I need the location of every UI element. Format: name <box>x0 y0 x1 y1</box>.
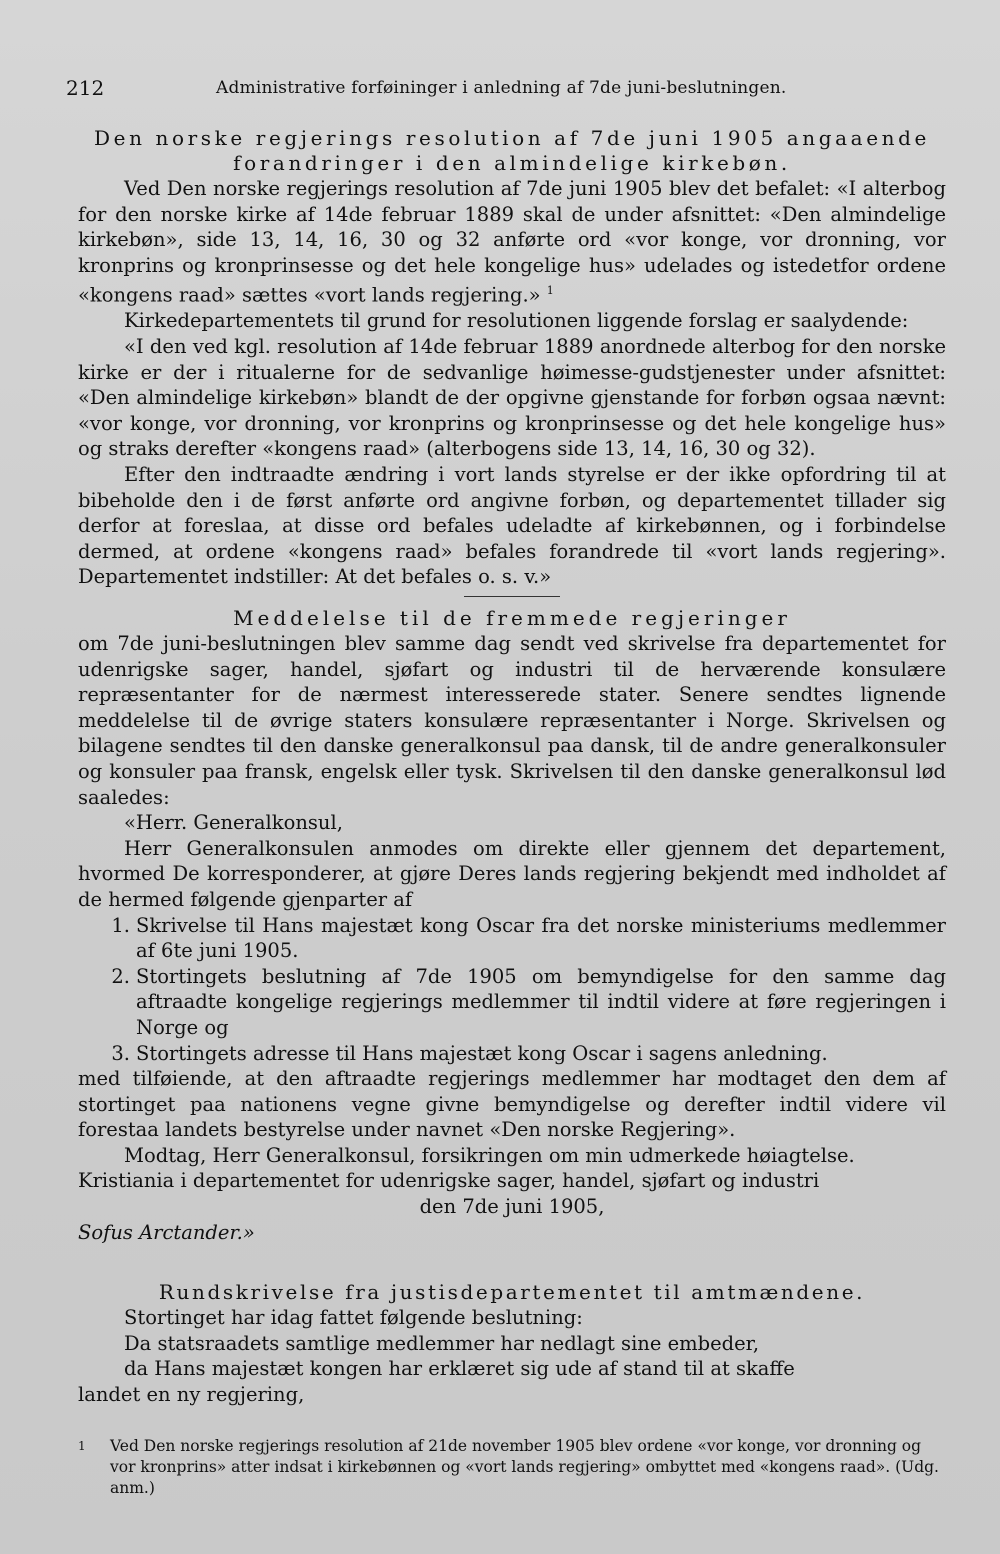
list-item <box>78 1041 946 1067</box>
section3-paragraph-4: landet en ny regjering, <box>78 1383 305 1407</box>
letter-closing: Modtag, Herr Generalkonsul, forsikringen om min udmerkede høiagtelse. <box>124 1143 855 1167</box>
letter-salutation: «Herr. Generalkonsul, <box>124 811 343 835</box>
list-item-text: Stortingets beslutning af 7de 1905 om bemyndigelse for den samme dag aftraadte kongelige regjerings medlemmer til indtil videre at føre regjeringen i Norge og <box>136 964 946 1039</box>
section3-title: Rundskrivelse fra justisdepartementet til amtmændene. <box>158 1280 866 1305</box>
section1-paragraph-4: Efter den indtraadte ændring i vort lands styrelse er der ikke opfordring til at bibeholde den i de først anførte ord angivne forbøn, og departementet tillader sig derfor at foreslaa, at disse ord befales udeladte af kirkebønnen, og i forbindelse dermed, at ordene «kongens raad» befales forandrede til «vort lands regjering». Departementet indstiller: At det befales o. s. v.» <box>78 463 946 589</box>
section1-title-line2: forandringer i den almindelige kirkebøn. <box>233 151 791 175</box>
list-item-text: Stortingets adresse til Hans majestæt kong Oscar i sagens anledning. <box>136 1041 828 1065</box>
section2-paragraph-1: om 7de juni-beslutningen blev samme dag sendt ved skrivelse fra departementet for udenrigske sager, handel, sjøfart og industri til de herværende konsulære repræsentanter for de nærmest interesserede stater. Senere sendtes lignende meddelelse til de øvrige staters konsulære repræsentanter i Norge. Skrivelsen og bilagene sendtes til den danske generalkonsul paa dansk, til de andre generalkonsuler og konsuler paa fransk, engelsk eller tysk. Skrivelsen til den danske generalkonsul lød saaledes: <box>78 632 946 809</box>
main-text <box>78 126 946 1408</box>
footnote-text: Ved Den norske regjerings resolution af 21de november 1905 blev ordene «vor konge, vor dronning og vor kronprins» atter indsat i kirkebønnen og «vort lands regjering» ombyttet med «kongens raad». (Udg. anm.) <box>110 1437 939 1497</box>
letter-paragraph-2: med tilføiende, at den aftraadte regjerings medlemmer har modtaget den dem af stortinget paa nationens vegne givne bemyndigelse og derefter indtil videre vil forestaa landets bestyrelse under navnet «Den norske Regjering». <box>78 1067 946 1142</box>
letter-date: den 7de juni 1905, <box>419 1195 605 1219</box>
section1-paragraph-3: «I den ved kgl. resolution af 14de februar 1889 anordnede alterbog for den norske kirke er der i ritualerne for de sedvanlige høimesse-gudstjenester under afsnittet: «Den almindelige kirkebøn» blandt de der opgivne gjenstande for forbøn ogsaa nævnt: «vor konge, vor dronning, vor kronprins og kronprinsesse og det hele kongelige hus» og straks derefter «kongens raad» (alterbogens side 13, 14, 16, 30 og 32). <box>78 335 946 461</box>
section3-paragraph-2: Da statsraadets samtlige medlemmer har nedlagt sine embeder, <box>124 1331 760 1355</box>
list-item-number: 1. <box>111 913 130 937</box>
section3-paragraph-1: Stortinget har idag fattet følgende beslutning: <box>124 1306 583 1330</box>
list-item-text: Skrivelse til Hans majestæt kong Oscar fra det norske ministeriums medlemmer af 6te juni 1905. <box>136 913 946 963</box>
page-number: 212 <box>66 76 105 100</box>
footnote-mark: 1 <box>78 1439 86 1453</box>
list-item-number: 2. <box>111 964 130 988</box>
letter-place: Kristiania i departementet for udenrigske sager, handel, sjøfart og industri <box>78 1169 820 1193</box>
section3-paragraph-3: da Hans majestæt kongen har erklæret sig ude af stand til at skaffe <box>124 1357 795 1381</box>
section1-title-line1: Den norske regjerings resolution af 7de juni 1905 angaaende <box>94 126 930 150</box>
running-title: Administrative forføininger i anledning af 7de juni-beslutningen. <box>216 78 787 98</box>
letter-signature: Sofus Arctander.» <box>78 1220 255 1244</box>
section1-paragraph-1: Ved Den norske regjerings resolution af 7de juni 1905 blev det befalet: «I alterbog for den norske kirke af 14de februar 1889 skal de under afsnittet: «Den almindelige kirkebøn», side 13, 14, 16, 30 og 32 anførte ord «vor konge, vor dronning, vor kronprins og kronprinsesse og det hele kongelige hus» udelades og istedetfor ordene «kongens raad» sættes «vort lands regjering.» $^1$ <box>78 177 946 307</box>
list-item <box>78 964 946 1041</box>
list-item <box>78 913 946 964</box>
section2-title: Meddelelse til de fremmede regjeringer <box>233 606 791 630</box>
section1-paragraph-2: Kirkedepartementets til grund for resolutionen liggende forslag er saalydende: <box>124 309 909 333</box>
letter-paragraph-1: Herr Generalkonsulen anmodes om direkte eller gjennem det departement, hvormed De korresponderer, at gjøre Deres lands regjering bekjendt med indholdet af de hermed følgende gjenparter af <box>78 836 946 911</box>
footnote-reference: 1 <box>546 284 554 298</box>
footnote <box>78 1436 946 1499</box>
list-item-number: 3. <box>111 1041 130 1065</box>
section-divider <box>464 596 560 597</box>
page-header <box>66 76 940 104</box>
